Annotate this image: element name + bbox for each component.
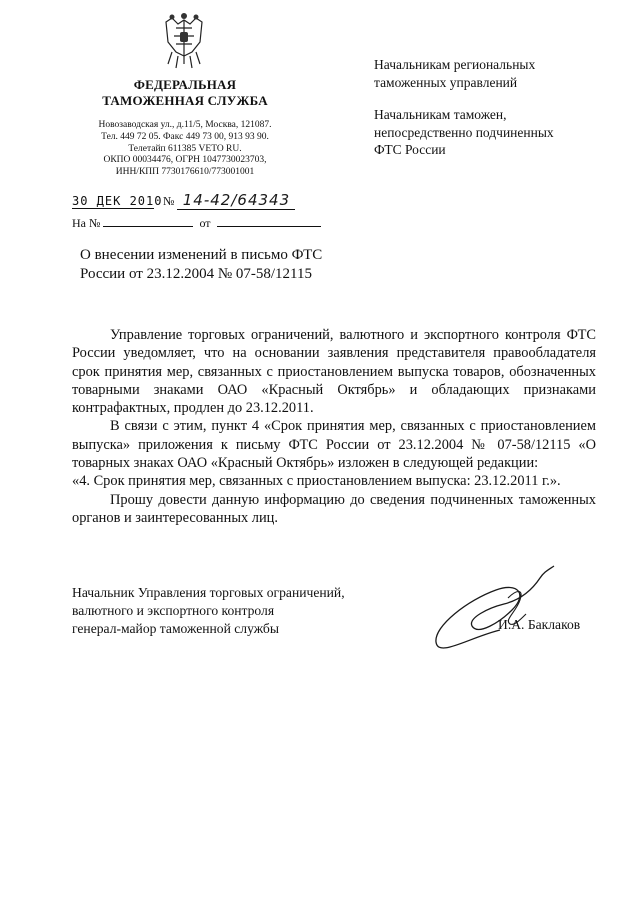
signatory-name: И.А. Баклаков (498, 617, 581, 632)
body-paragraph-2: В связи с этим, пункт 4 «Срок принятия мер, связанных с приостановлением выпуска» приложения к письму ФТС России от 23.12.2004 № 07-58/12115 «О товарных знаках ОАО «Красный Октябрь» изложен в следующей редакции: (72, 418, 596, 472)
addressee-line4: непосредственно подчиненных (374, 124, 554, 140)
letter-body (72, 326, 596, 527)
reference-line (72, 216, 321, 231)
addressee-line5: ФТС России (374, 142, 446, 157)
organization-name (60, 77, 310, 109)
subject-line1: О внесении изменений в письмо ФТС (80, 247, 323, 263)
signatory-line2: валютного и экспортного контроля (72, 603, 275, 618)
org-teletype: Телетайп 611385 VETO RU. (128, 143, 242, 154)
signatory-line1: Начальник Управления торговых ограничений, (72, 585, 345, 600)
document-number: 14-42/64343 (177, 191, 295, 210)
addressee-line1: Начальникам региональных (374, 57, 536, 72)
from-label: от (199, 216, 211, 230)
letter-subject (80, 246, 322, 284)
org-okpo: ОКПО 00034476, ОГРН 1047730023703, (103, 155, 267, 166)
signatory-line3: генерал-майор таможенной службы (72, 621, 279, 636)
number-label: № (163, 194, 175, 208)
on-number-blank (103, 226, 193, 227)
org-address: Новозаводская ул., д.11/5, Москва, 121087. (98, 120, 272, 130)
registration-line (72, 191, 295, 210)
org-line2: ТАМОЖЕННАЯ СЛУЖБА (102, 93, 268, 108)
signatory-title (72, 584, 345, 638)
body-paragraph-4: Прошу довести данную информацию до сведения подчиненных таможенных органов и заинтересованных лиц. (72, 491, 596, 526)
organization-contacts (60, 120, 310, 179)
org-line1: ФЕДЕРАЛЬНАЯ (133, 77, 237, 92)
body-paragraph-1: Управление торговых ограничений, валютного и экспортного контроля ФТС России уведомляет, что на основании заявления представителя правообладателя срок принятия мер, связанных с приостановлением выпуска товаров, обозначенных товарными знаками ОАО «Красный Октябрь» и обладающих признаками контрафактных, продлен до 23.12.2011. (72, 327, 596, 417)
coat-of-arms-emblem-icon (158, 12, 210, 72)
on-number-label: На № (72, 216, 101, 230)
addressees-block (374, 56, 624, 159)
org-phone: Тел. 449 72 05. Факс 449 73 00, 913 93 90. (101, 131, 269, 142)
org-inn: ИНН/КПП 7730176610/773001001 (115, 167, 255, 178)
addressee-line2: таможенных управлений (374, 74, 518, 90)
subject-line2: России от 23.12.2004 № 07-58/12115 (80, 266, 312, 282)
from-date-blank (217, 226, 321, 227)
date-stamp: 30 ДЕК 2010 (72, 194, 163, 208)
body-paragraph-3: «4. Срок принятия мер, связанных с приостановлением выпуска: 23.12.2011 г.». (72, 473, 561, 490)
addressee-line3: Начальникам таможен, (374, 107, 507, 122)
